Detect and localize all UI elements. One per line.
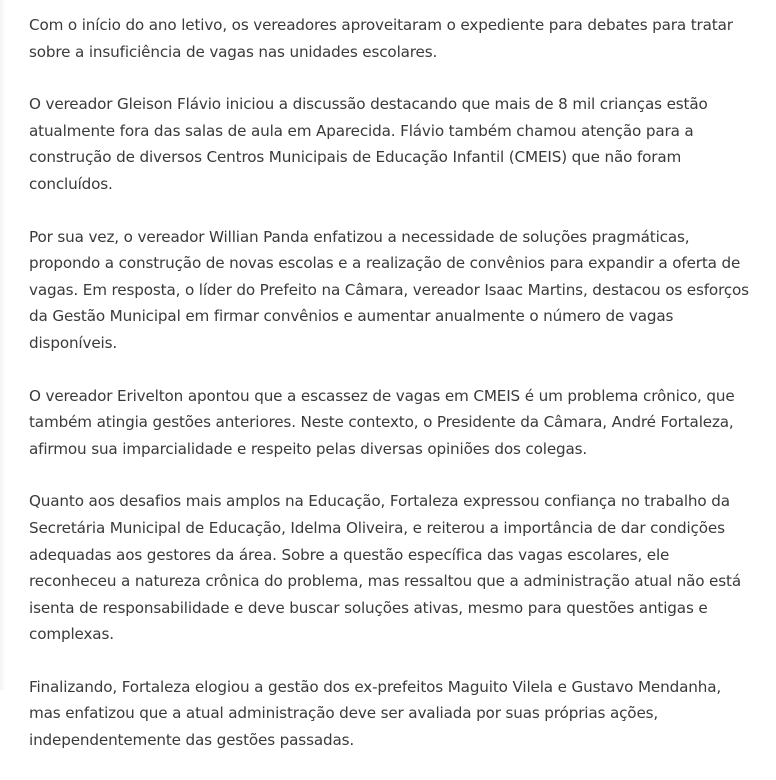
article-paragraph-2: O vereador Gleison Flávio iniciou a discussão destacando que mais de 8 mil crianças estão atualmente fora das salas de aula em Aparecida. Flávio também chamou atenção para a construção de diversos Centros Municipais de Educação Infantil (CMEIS) que não foram concluídos. <box>29 95 708 193</box>
article-paragraph-3: Por sua vez, o vereador Willian Panda enfatizou a necessidade de soluções pragmáticas, propondo a construção de novas escolas e a realização de convênios para expandir a oferta de vagas. Em resposta, o líder do Prefeito na Câmara, vereador Isaac Martins, destacou os esforços da Gestão Municipal em firmar convênios e aumentar anualmente o número de vagas disponíveis. <box>29 227 749 352</box>
article-paragraph-4: O vereador Erivelton apontou que a escassez de vagas em CMEIS é um problema crônico, que também atingia gestões anteriores. Neste contexto, o Presidente da Câmara, André Fortaleza, afirmou sua imparcialidade e respeito pelas diversas opiniões dos colegas. <box>29 386 735 458</box>
article-paragraph-6: Finalizando, Fortaleza elogiou a gestão dos ex-prefeitos Maguito Vilela e Gustavo Mendanha, mas enfatizou que a atual administração deve ser avaliada por suas próprias ações, independentemente das gestões passadas. <box>29 677 722 750</box>
article-body <box>29 12 749 780</box>
page-edge-shadow <box>0 0 6 690</box>
article-paragraph-1: Com o início do ano letivo, os vereadores aproveitaram o expediente para debates para tratar sobre a insuficiência de vagas nas unidades escolares. <box>29 16 733 61</box>
article-paragraph-5: Quanto aos desafios mais amplos na Educação, Fortaleza expressou confiança no trabalho da Secretária Municipal de Educação, Idelma Oliveira, e reiterou a importância de dar condições adequadas aos gestores da área. Sobre a questão específica das vagas escolares, ele reconheceu a natureza crônica do problema, mas ressaltou que a administração atual não está isenta de responsabilidade e deve buscar soluções ativas, mesmo para questões antigas e complexas. <box>29 492 741 644</box>
